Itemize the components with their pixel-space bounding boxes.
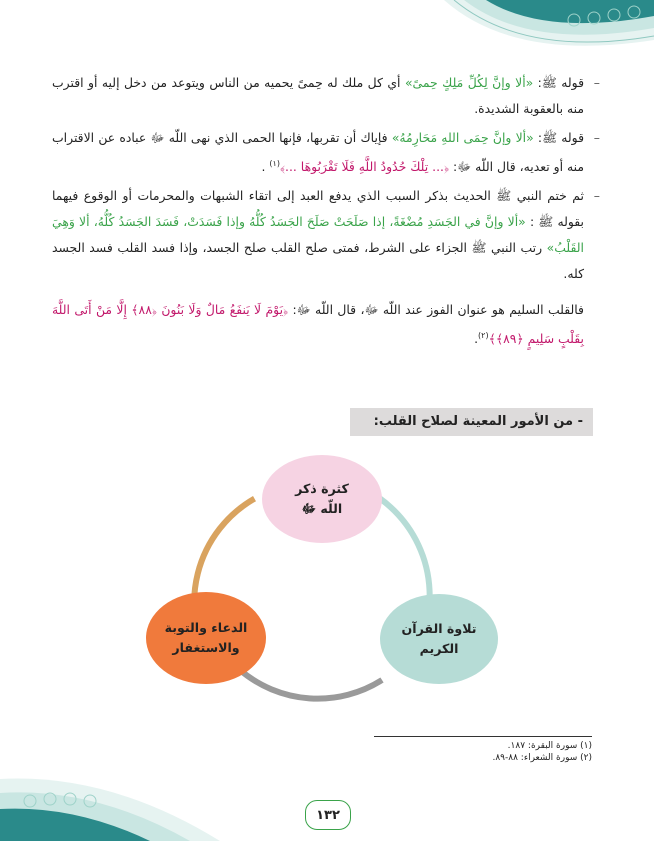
footnote-2: (٢) سورة الشعراء: ٨٨-٨٩. <box>492 753 592 763</box>
paragraph-2: – قوله ﷺ: «ألا وإنَّ حِمَى اللهِ مَحَارِمُهُ» فإياك أن تقربها، فإنها الحمى الذي نهى اللّه ﷻ عباده عن الاقتراب منه أو تعديه، قال اللّه ﷻ: ﴿... تِلْكَ حُدُودُ اللَّهِ فَلَا تَقْرَبُوهَا ...﴾$^{(١)}$ . <box>52 130 600 175</box>
verse-text: ﴿... تِلْكَ حُدُودُ اللَّهِ فَلَا تَقْرَبُوهَا ...﴾ <box>279 159 450 175</box>
paragraph-3: – ثم ختم النبي ﷺ الحديث بذكر السبب الذي يدفع العبد إلى اتقاء الشبهات والمحرمات أو الوقوع فيهما بقوله ﷺ : «ألا وإنَّ في الجَسَدِ مُضْغَةً، إذا صَلَحَتْ صَلَحَ الجَسَدُ كُلُّهُ وإذا فَسَدَتْ، فَسَدَ الجَسَدُ كُلُّهُ، ألا وَهِيَ القَلْبُ» رتب النبي ﷺ الجزاء على الشرط، فمتى صلح القلب صلح الجسد، وإذا فسد القلب فسد الجسد كله. <box>52 188 600 282</box>
diagram-node-dhikr: كثرة ذكر اللّه ﷻ <box>262 455 382 543</box>
hadith-text: «ألا وإنَّ حِمَى اللهِ مَحَارِمُهُ» <box>391 130 534 145</box>
paragraph-1: – قوله ﷺ: «ألا وإنَّ لِكُلِّ مَلِكٍ حِمىً» أي كل ملك له حِمىً يحميه من الناس ويتوعد من دخل إليه أو اقترب منه بالعقوبة الشديدة. <box>52 75 600 116</box>
diagram-node-dua: الدعاء والتوبة والاستغفار <box>146 592 266 684</box>
hadith-text: «ألا وإنَّ في الجَسَدِ مُضْغَةً، إذا صَلَحَتْ صَلَحَ الجَسَدُ كُلُّهُ وإذا فَسَدَتْ، فَسَدَ الجَسَدُ كُلُّهُ، ألا وَهِيَ القَلْبُ» <box>52 214 584 256</box>
section-title: - من الأمور المعينة لصلاح القلب: <box>350 408 593 436</box>
verse-text: ﴿يَوْمَ لَا يَنفَعُ مَالٌ وَلَا بَنُونَ ﴿٨٨﴾ إِلَّا مَنْ أَتَى اللَّهَ بِقَلْبٍ سَلِيمٍ ﴿٨٩﴾﴾ <box>52 302 584 347</box>
hadith-text: «ألا وإنَّ لِكُلِّ مَلِكٍ حِمىً» <box>404 75 534 90</box>
main-content <box>52 70 600 365</box>
diagram-node-quran: تلاوة القرآن الكريم <box>380 594 498 684</box>
footnotes <box>374 740 592 764</box>
footnote-divider <box>374 736 592 737</box>
decorative-corner-bottom-left <box>0 761 240 841</box>
footnote-ref: (٢) <box>478 331 489 341</box>
footnote-ref: (١) <box>269 159 280 168</box>
decorative-corner-top-right <box>424 0 654 80</box>
page-number: ١٣٢ <box>305 800 351 830</box>
footnote-1: (١) سورة البقرة: ١٨٧. <box>507 741 592 751</box>
closing-paragraph: فالقلب السليم هو عنوان الفوز عند اللّه ﷻ، قال اللّه ﷻ: ﴿يَوْمَ لَا يَنفَعُ مَالٌ وَلَا بَنُونَ ﴿٨٨﴾ إِلَّا مَنْ أَتَى اللَّهَ بِقَلْبٍ سَلِيمٍ ﴿٨٩﴾﴾$^{(٢)}$. <box>52 302 584 347</box>
